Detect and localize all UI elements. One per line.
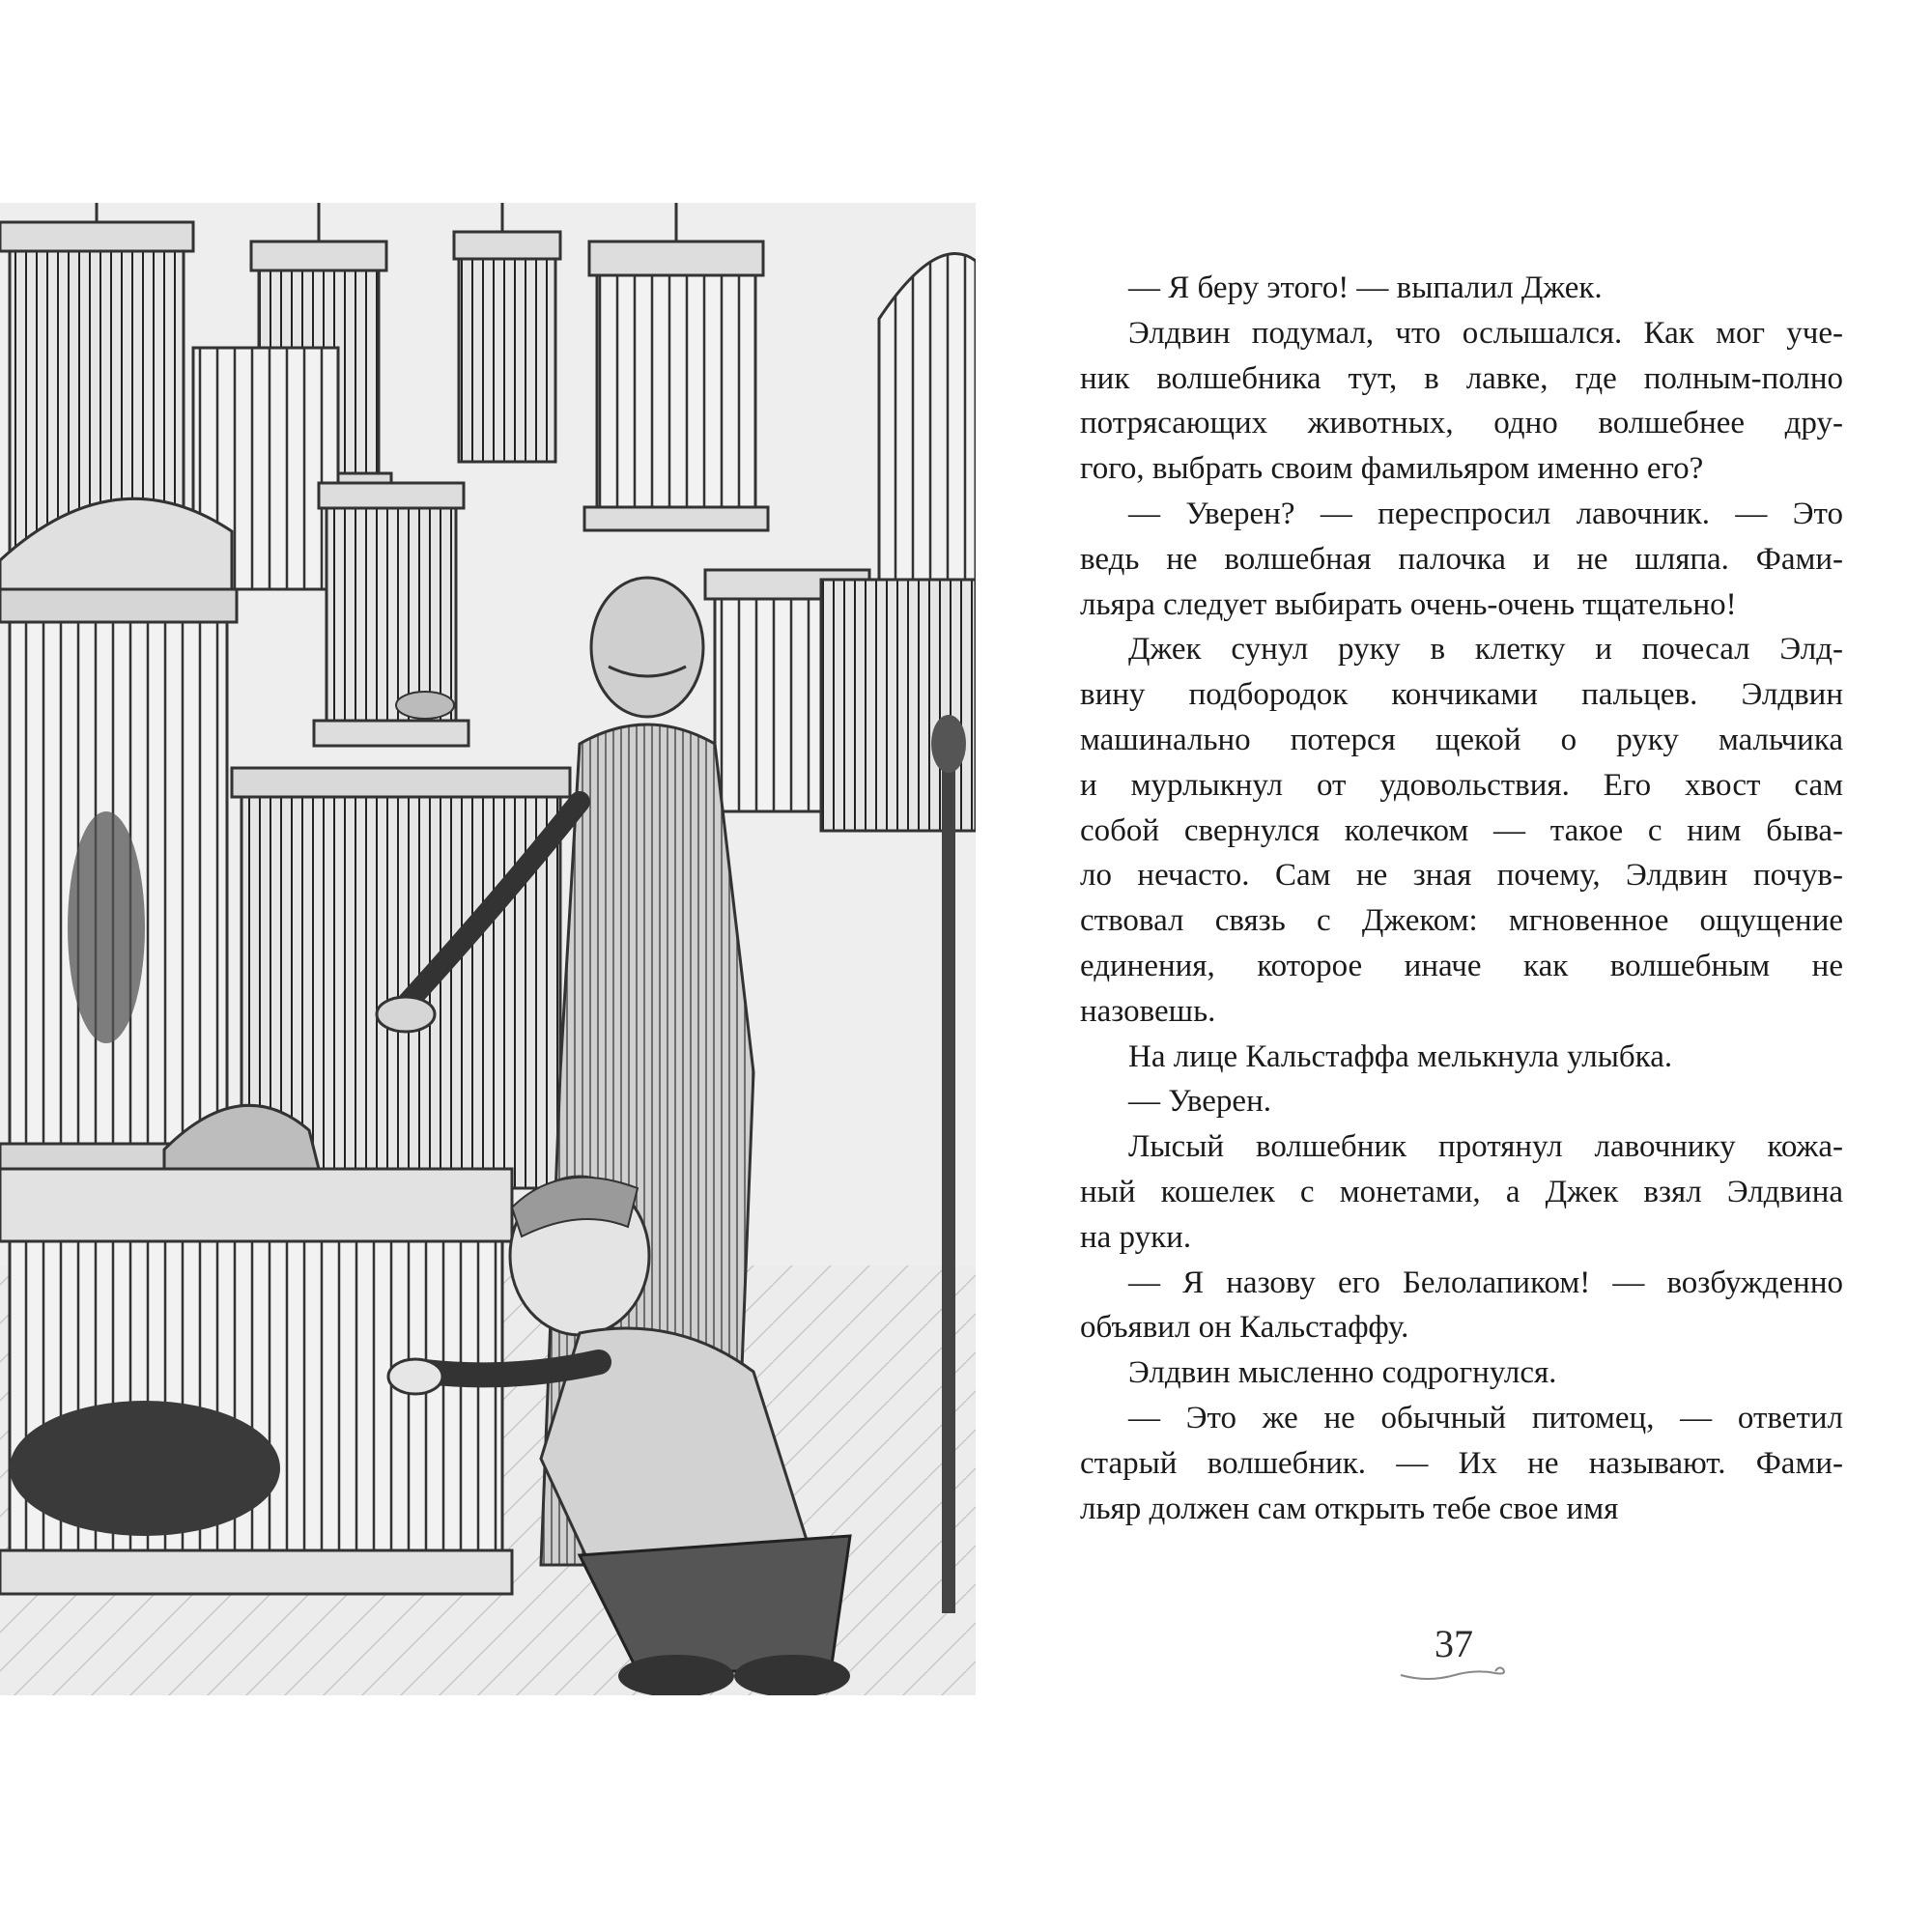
text-line: льяра следует выбирать очень-очень тщательно! [1080, 586, 1737, 622]
text-line: на руки. [1080, 1219, 1192, 1255]
text-line: вину подбородок кончиками пальцев. Элдвин [1080, 677, 1843, 713]
front-cage [0, 1105, 512, 1594]
text-line: Элдвин мысленно содрогнулся. [1128, 1355, 1557, 1391]
page-number: 37 [1435, 1622, 1473, 1665]
text-line: и мурлыкнул от удовольствия. Его хвост сам [1080, 767, 1843, 803]
illustration-pet-shop [0, 203, 976, 1695]
text-line: ведь не волшебная палочка и не шляпа. Фами- [1080, 541, 1843, 577]
text-column [1080, 266, 1843, 1531]
text-line: назовешь. [1080, 993, 1216, 1029]
text-line: Джек сунул руку в клетку и почесал Элд- [1128, 632, 1843, 668]
text-line: объявил он Кальстаффу. [1080, 1310, 1409, 1346]
text-line: машинально потерся щекой о руку мальчика [1080, 722, 1843, 757]
illustration-drawing [0, 203, 976, 1695]
text-line: ствовал связь с Джеком: мгновенное ощущение [1080, 903, 1843, 939]
cat-in-cage [10, 1401, 280, 1536]
text-line: — Это же не обычный питомец, — ответил [1128, 1400, 1843, 1435]
text-line: льяр должен сам открыть тебе свое имя [1080, 1491, 1619, 1526]
text-line: — Я назову его Белолапиком! — возбужденно [1128, 1264, 1843, 1300]
text-line: единения, которое иначе как волшебным не [1080, 948, 1843, 983]
text-line: — Уверен. [1128, 1084, 1271, 1120]
text-line: гого, выбрать своим фамильяром именно его? [1080, 451, 1704, 487]
text-line: ный кошелек с монетами, а Джек взял Элдвина [1080, 1174, 1843, 1209]
text-line: Элдвин подумал, что ослышался. Как мог уче- [1128, 315, 1843, 351]
text-line: — Уверен? — переспросил лавочник. — Это [1128, 496, 1843, 531]
text-line: ник волшебника тут, в лавке, где полным-полно [1080, 360, 1843, 396]
text-line: собой свернулся колечком — такое с ним быва- [1080, 812, 1843, 848]
domed-cage-left [0, 498, 237, 1182]
page-ornament-swirl [1399, 1663, 1511, 1685]
cane [942, 744, 955, 1613]
text-line: старый волшебник. — Их не называют. Фами- [1080, 1445, 1843, 1481]
text-line: Лысый волшебник протянул лавочнику кожа- [1128, 1129, 1843, 1165]
text-line: ло нечасто. Сам не зная почему, Элдвин почув- [1080, 858, 1843, 894]
text-line: На лице Кальстаффа мелькнула улыбка. [1128, 1038, 1673, 1074]
text-line: потрясающих животных, одно волшебнее дру- [1080, 406, 1843, 441]
text-line: — Я беру этого! — выпалил Джек. [1128, 270, 1603, 305]
